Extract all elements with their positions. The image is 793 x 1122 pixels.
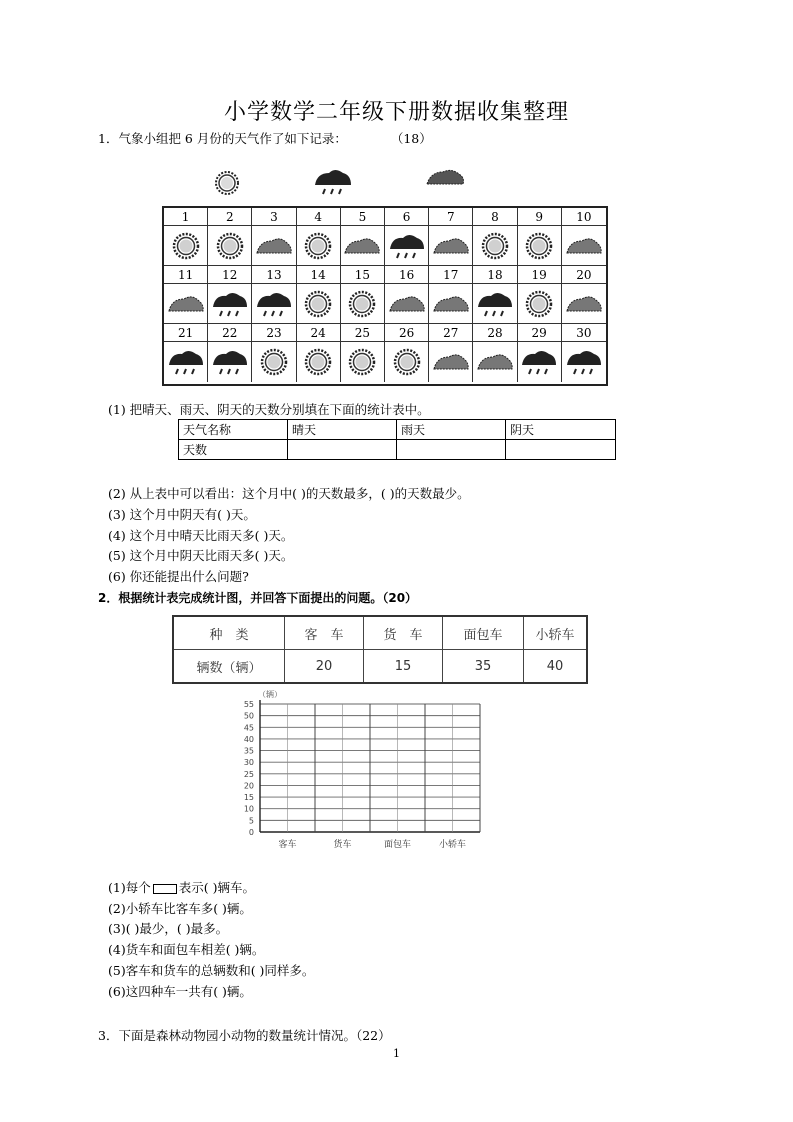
table-cell: 天数: [179, 440, 288, 460]
x-tick-label: 面包车: [383, 840, 412, 850]
vehicle-stat-table: [172, 615, 588, 684]
weather-stat-table: [178, 419, 616, 460]
rainy-icon: [164, 342, 208, 382]
cloudy-icon: [429, 342, 473, 382]
day-number-cell: 27: [429, 324, 473, 342]
q2-s5: (5)客车和货车的总辆数和( )同样多。: [108, 963, 315, 978]
cloudy-icon: [562, 226, 606, 266]
q1-sub2: (2) 从上表中可以看出：这个月中( )的天数最多，( )的天数最少。: [108, 486, 470, 501]
y-tick-label: 35: [243, 746, 254, 756]
q2-stem: 2．根据统计表完成统计图，并回答下面提出的问题。（20）: [98, 591, 418, 605]
y-tick-label: 45: [243, 723, 254, 733]
x-tick-label: 货车: [333, 840, 352, 850]
y-tick-label: 55: [243, 700, 254, 709]
day-number-cell: 5: [341, 208, 385, 226]
q1-sub6: (6) 你还能提出什么问题?: [108, 569, 249, 584]
y-tick-label: 40: [243, 734, 254, 744]
day-number-cell: 7: [429, 208, 473, 226]
sunny-icon: [297, 284, 341, 324]
table-cell: 雨天: [397, 420, 506, 440]
sunny-icon: [341, 284, 385, 324]
q1-sub4: (4) 这个月中晴天比雨天多( )天。: [108, 528, 294, 543]
table-cell: 天气名称: [179, 420, 288, 440]
day-number-cell: 17: [429, 266, 473, 284]
day-number-cell: 3: [252, 208, 296, 226]
table-cell: 晴天: [288, 420, 397, 440]
q1-score: （18）: [390, 131, 432, 146]
cloudy-icon: [252, 226, 296, 266]
day-number-cell: 21: [164, 324, 208, 342]
day-number-cell: 9: [518, 208, 562, 226]
cloudy-icon: [473, 342, 517, 382]
rainy-icon: [562, 342, 606, 382]
y-tick-label: 30: [243, 758, 254, 768]
cloudy-icon: [429, 226, 473, 266]
day-number-cell: 15: [341, 266, 385, 284]
weather-record-grid: [162, 206, 608, 386]
unit-box-icon: [153, 884, 177, 894]
rainy-icon: [208, 342, 252, 382]
rainy-icon: [385, 226, 429, 266]
cloudy-icon: [427, 170, 464, 184]
table-cell: 阴天: [506, 420, 616, 440]
x-tick-label: 客车: [278, 840, 297, 850]
cloudy-icon: [429, 284, 473, 324]
sunny-icon: [341, 342, 385, 382]
q2-s1-text-a: (1)每个: [108, 880, 151, 895]
page-number: 1: [393, 1047, 400, 1060]
sunny-icon: [164, 226, 208, 266]
table-cell: 小轿车: [524, 616, 588, 650]
day-number-cell: 30: [562, 324, 606, 342]
day-number-cell: 10: [562, 208, 606, 226]
table-cell: 货 车: [364, 616, 443, 650]
y-tick-label: 25: [243, 769, 254, 779]
day-number-cell: 18: [473, 266, 517, 284]
q1-sub3: (3) 这个月中阴天有( )天。: [108, 507, 256, 522]
sunny-icon: [518, 226, 562, 266]
day-number-cell: 11: [164, 266, 208, 284]
q2-s6: (6)这四种车一共有( )辆。: [108, 984, 252, 999]
y-axis-unit-label: （辆）: [258, 690, 282, 699]
table-cell: 面包车: [443, 616, 524, 650]
table-cell: 15: [364, 650, 443, 684]
table-row: [179, 440, 616, 460]
q3-stem: 3．下面是森林动物园小动物的数量统计情况。（22）: [98, 1028, 391, 1043]
table-row: [179, 420, 616, 440]
day-number-cell: 24: [297, 324, 341, 342]
day-number-cell: 16: [385, 266, 429, 284]
y-tick-label: 15: [243, 793, 254, 803]
day-number-cell: 12: [208, 266, 252, 284]
table-cell: 辆数（辆）: [173, 650, 285, 684]
y-tick-label: 10: [243, 804, 254, 814]
answer-cell-cloudy[interactable]: [506, 440, 616, 460]
day-number-cell: 19: [518, 266, 562, 284]
day-number-cell: 29: [518, 324, 562, 342]
y-tick-label: 20: [243, 781, 254, 791]
rainy-icon: [315, 170, 351, 194]
q1-sub1: (1) 把晴天、雨天、阴天的天数分别填在下面的统计表中。: [108, 402, 430, 417]
table-cell: 种 类: [173, 616, 285, 650]
y-tick-label: 0: [248, 828, 254, 837]
day-number-cell: 2: [208, 208, 252, 226]
y-tick-label: 5: [248, 816, 254, 826]
y-tick-label: 50: [243, 711, 254, 721]
q2-s3: (3)( )最少，( )最多。: [108, 921, 229, 936]
q2-s2: (2)小轿车比客车多( )辆。: [108, 901, 252, 916]
rainy-icon: [473, 284, 517, 324]
day-number-cell: 8: [473, 208, 517, 226]
answer-cell-sunny[interactable]: [288, 440, 397, 460]
weather-legend: [205, 166, 495, 200]
sunny-icon: [208, 226, 252, 266]
answer-cell-rainy[interactable]: [397, 440, 506, 460]
day-number-cell: 28: [473, 324, 517, 342]
vehicle-bar-chart[interactable]: [232, 686, 492, 856]
cloudy-icon: [341, 226, 385, 266]
day-number-cell: 1: [164, 208, 208, 226]
sunny-icon: [216, 172, 238, 194]
day-number-cell: 25: [341, 324, 385, 342]
day-number-cell: 26: [385, 324, 429, 342]
day-number-cell: 20: [562, 266, 606, 284]
q1-stem: [98, 131, 432, 147]
day-number-cell: 22: [208, 324, 252, 342]
rainy-icon: [518, 342, 562, 382]
table-cell: 35: [443, 650, 524, 684]
sunny-icon: [473, 226, 517, 266]
rainy-icon: [208, 284, 252, 324]
day-number-cell: 14: [297, 266, 341, 284]
sunny-icon: [518, 284, 562, 324]
cloudy-icon: [164, 284, 208, 324]
sunny-icon: [297, 342, 341, 382]
q1-sub5: (5) 这个月中阴天比雨天多( )天。: [108, 548, 294, 563]
x-tick-label: 小轿车: [438, 840, 467, 850]
page-title: 小学数学二年级下册数据收集整理: [223, 100, 569, 125]
table-row: [173, 650, 587, 684]
q2-s4: (4)货车和面包车相差( )辆。: [108, 942, 265, 957]
day-number-cell: 6: [385, 208, 429, 226]
table-cell: 20: [285, 650, 364, 684]
q1-stem-text: 1．气象小组把 6 月份的天气作了如下记录：: [98, 131, 347, 146]
q2-s1-text-b: 表示( )辆车。: [178, 880, 255, 895]
table-row: [173, 616, 587, 650]
sunny-icon: [252, 342, 296, 382]
sunny-icon: [385, 342, 429, 382]
q2-s1: [108, 880, 255, 896]
cloudy-icon: [562, 284, 606, 324]
day-number-cell: 23: [252, 324, 296, 342]
day-number-cell: 13: [252, 266, 296, 284]
table-cell: 40: [524, 650, 588, 684]
sunny-icon: [297, 226, 341, 266]
table-cell: 客 车: [285, 616, 364, 650]
cloudy-icon: [385, 284, 429, 324]
day-number-cell: 4: [297, 208, 341, 226]
rainy-icon: [252, 284, 296, 324]
